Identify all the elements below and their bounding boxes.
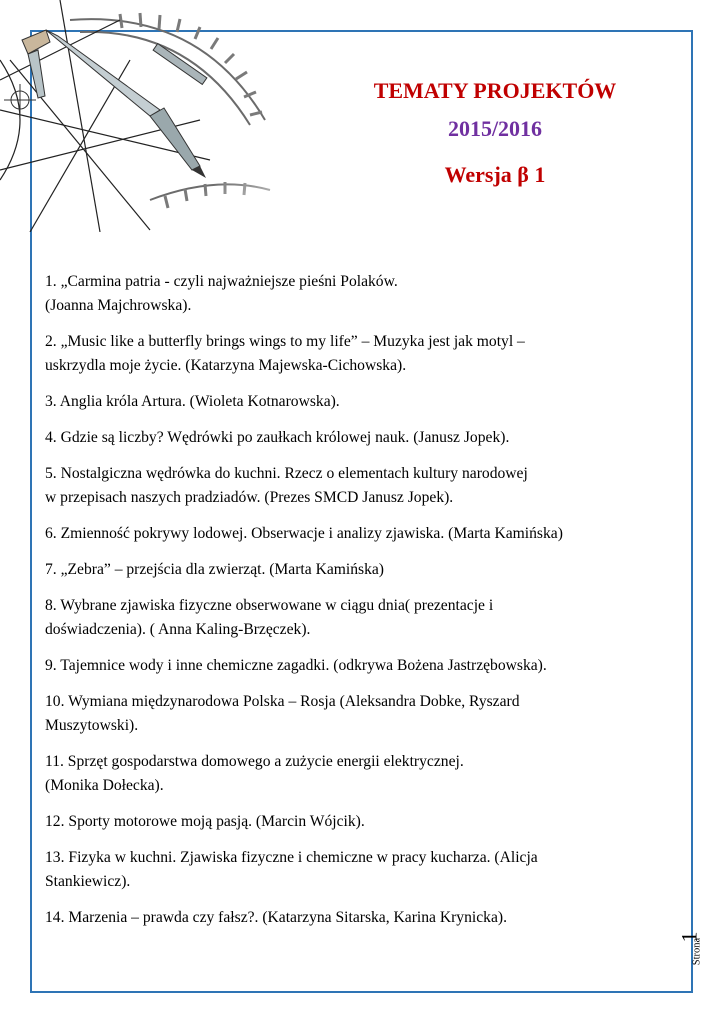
topic-line: 7. „Zebra” – przejścia dla zwierząt. (Marta Kamińska) [45, 561, 384, 578]
page-word: Strona [691, 937, 703, 966]
topic-line: 9. Tajemnice wody i inne chemiczne zagadki. (odkrywa Bożena Jastrzębowska). [45, 657, 547, 674]
title-block [330, 78, 660, 188]
list-item [45, 426, 675, 450]
topic-line: 13. Fizyka w kuchni. Zjawiska fizyczne i chemiczne w pracy kucharza. (Alicja [45, 849, 538, 866]
list-item [45, 594, 675, 642]
topic-line: 5. Nostalgiczna wędrówka do kuchni. Rzecz o elementach kultury narodowej [45, 465, 528, 482]
topic-line: 12. Sporty motorowe moją pasją. (Marcin Wójcik). [45, 813, 365, 830]
page-number-label [676, 930, 706, 976]
page-title: TEMATY PROJEKTÓW [373, 78, 617, 103]
list-item [45, 810, 675, 834]
list-item [45, 390, 675, 414]
page-number: 1 [676, 931, 702, 943]
school-year: 2015/2016 [447, 116, 543, 141]
topic-line: 11. Sprzęt gospodarstwa domowego a zużycie energii elektrycznej. [45, 753, 464, 770]
list-item [45, 462, 675, 510]
topic-line: 1. „Carmina patria - czyli najważniejsze pieśni Polaków. [45, 273, 398, 290]
topic-line: w przepisach naszych pradziadów. (Prezes SMCD Janusz Jopek). [45, 489, 454, 506]
topic-line: 4. Gdzie są liczby? Wędrówki po zaułkach królowej nauk. (Janusz Jopek). [45, 429, 510, 446]
list-item [45, 846, 675, 894]
topics-list [45, 270, 675, 942]
list-item [45, 654, 675, 678]
list-item [45, 750, 675, 798]
list-item [45, 270, 675, 318]
topic-line: 2. „Music like a butterfly brings wings to my life” – Muzyka jest jak motyl – [45, 333, 525, 350]
version-label: Wersja β 1 [444, 162, 546, 187]
topic-line: 6. Zmienność pokrywy lodowej. Obserwacje i analizy zjawiska. (Marta Kamińska) [45, 525, 563, 542]
topic-line: 8. Wybrane zjawiska fizyczne obserwowane w ciągu dnia( prezentacje i [45, 597, 494, 614]
topic-line: doświadczenia). ( Anna Kaling-Brzęczek). [45, 621, 311, 638]
list-item [45, 522, 675, 546]
compass-drawing-icon [0, 0, 300, 232]
topic-line: 3. Anglia króla Artura. (Wioleta Kotnarowska). [45, 393, 340, 410]
topic-line: (Monika Dołecka). [45, 777, 164, 794]
list-item [45, 330, 675, 378]
topic-line: 14. Marzenia – prawda czy fałsz?. (Katarzyna Sitarska, Karina Krynicka). [45, 909, 507, 926]
topic-line: (Joanna Majchrowska). [45, 297, 192, 314]
topic-line: Stankiewicz). [45, 873, 131, 890]
topic-line: uskrzydla moje życie. (Katarzyna Majewska-Cichowska). [45, 357, 407, 374]
list-item [45, 690, 675, 738]
topic-line: Muszytowski). [45, 717, 139, 734]
list-item [45, 906, 675, 930]
list-item [45, 558, 675, 582]
topic-line: 10. Wymiana międzynarodowa Polska – Rosja (Aleksandra Dobke, Ryszard [45, 693, 520, 710]
